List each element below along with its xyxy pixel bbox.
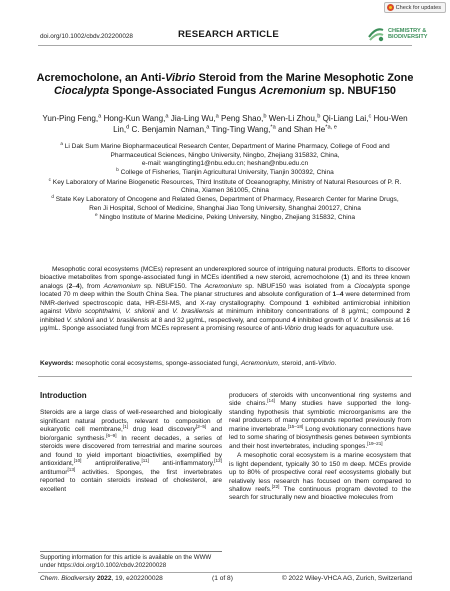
check-for-updates-button[interactable] xyxy=(384,2,446,13)
body-column-right xyxy=(229,392,411,504)
paragraph-1: Steroids are a large class of well-researched and biologically significant natural products, relevant to composition of eukaryotic cell membrane,[1] drug lead discovery[2–5] and bio/organic synthesis.[6–9] In recent decades, a series of steroids were discovered from terrestrial and marine sources and found to yield important bioactivities, exemplified by antioxidant,[10] antiproliferative,[11] anti-inflammatory,[12] antitumor[13] activities. Sponges, the first invertebrates reported to contain steroids instead of cholesterol, are excellent xyxy=(40,409,222,493)
citation[interactable]: [14] xyxy=(267,398,275,404)
crossmark-icon xyxy=(387,4,394,11)
check-for-updates-label: Check for updates xyxy=(395,4,441,11)
citation[interactable]: [15–18] xyxy=(287,423,304,429)
section-rule xyxy=(38,376,412,377)
affiliation-a: $^a$ Li Dak Sum Marine Biopharmaceutical Research Center, Department of Marine Pharmacy, College of Food and Pharmaceutical Sciences, Ningbo University, Ningbo, Zhejiang 315832, China, e-mail: wangtingting1@nbu.edu.cn; heshan@nbu.edu.cn xyxy=(60,140,390,168)
article-title: Acremocholone, an Anti-Vibrio Steroid from the Marine Mesophotic Zone Ciocalypta Sponge-Associated Fungus Acremonium sp. NBUF150 xyxy=(36,72,414,97)
affiliation-b: $^b$ College of Fisheries, Tianjin Agricultural University, Tianjin 300392, China xyxy=(116,167,334,177)
citation[interactable]: [22] xyxy=(271,483,280,489)
paragraph-2: producers of steroids with unconventional ring systems and side chains.[14] Many studies have supported the long-standing hypothesis that symbiotic microorganisms are the real producers of many compounds reported previously from marine invertebrate.[15–18] Long evolutionary connections have led to some sharing of biosynthesis genes between symbionts and their host invertebrates, including sponges.[19–21] xyxy=(229,392,411,450)
footer-page-number: (1 of 8) xyxy=(212,575,233,582)
footer-citation: Chem. Biodiversity 2022, 19, e202200028 xyxy=(40,575,163,582)
affiliation-e: $^e$ Ningbo Institute of Marine Medicine, Peking University, Ningbo, Zhejiang 315832, China xyxy=(94,211,356,222)
footer-copyright: © 2022 Wiley-VHCA AG, Zurich, Switzerland xyxy=(281,575,412,582)
citation[interactable]: [11] xyxy=(141,457,149,463)
journal-logo-text: CHEMISTRY & BIODIVERSITY xyxy=(388,27,428,40)
citation[interactable]: [10] xyxy=(73,457,82,463)
citation[interactable]: [19–21] xyxy=(367,440,383,446)
body-column-left xyxy=(40,392,222,495)
keywords-label: Keywords: xyxy=(40,360,74,367)
paragraph-3: A mesophotic coral ecosystem is a marine ecosystem that is light dependent, typically 30 to 150 m deep. MCEs provide up to 80% of prospective coral reef ecosystems globally but relatively less research has focused on them compared to shallow reefs.[22] The continuous program devoted to the search for structurally new and bioactive molecules from xyxy=(229,452,411,502)
section-heading-introduction: Introduction xyxy=(40,391,87,400)
author-list: Yun-Ping Feng,$^a$ Hong-Kun Wang,$^a$ Jia-Ling Wu,$^a$ Peng Shao,$^b$ Wen-Li Zhou,$^b$ Qi-Liang Lai,$^c$ Hou-Wen Lin,$^d$ C. Benjamin Naman,$^a$ Ting-Ting Wang,$^{*a}$ and Shan He$^{*a, e}$ xyxy=(42,113,408,134)
affiliation-d: $^d$ State Key Laboratory of Oncogene and Related Genes, Department of Pharmacy, Research Center for Marine Drugs, Ren Ji Hospital, School of Medicine, Shanghai Jiao Tong University, Shanghai 200127, China xyxy=(51,194,399,212)
citation[interactable]: [13] xyxy=(67,466,76,472)
footer-rule xyxy=(38,572,412,573)
keywords: Keywords: mesophotic coral ecosystems, sponge-associated fungi, Acremonium, steroid, anti-Vibrio. xyxy=(40,360,337,367)
affiliation-c: $^c$ Key Laboratory of Marine Biogenetic Resources, Third Institute of Oceanography, Ministry of Natural Resources of P. R. China, Xiamen 361005, China xyxy=(48,176,402,195)
header-rule xyxy=(38,45,412,46)
citation[interactable]: [6–9] xyxy=(106,432,117,438)
journal-logo-icon xyxy=(366,24,386,44)
abstract: Mesophotic coral ecosystems (MCEs) represent an underexplored source of intriguing natural products. Efforts to discover bioactive metabolites from sponge-associated fungi in MCEs identified a new steroid, acremocholone (1) and its three known analogs (2–4), from Acremonium sp. NBUF150. The Acremonium sp. NBUF150 was isolated from a Ciocalypta sponge located 70 m deep within the South China Sea. The planar structures and absolute configuration of 1–4 were determined from NMR-derived spectroscopic data, HR-ESI-MS, and X-ray crystallography. Compound 1 exhibited antimicrobial inhibition against Vibrio scophthalmi, V. shilonii and V. brasiliensis at minimum inhibitory concentrations of 8 μg/mL; compound 2 inhibited V. shilonii and V. brasiliensis at 8 and 32 μg/mL, respectively, and compound 4 inhibited growth of V. brasiliensis at 16 μg/mL. Sponge associated fungi from MCEs represent a promising resource of anti-Vibrio drug leads for aquaculture use. xyxy=(40,266,411,333)
citation[interactable]: [2–5] xyxy=(195,424,207,430)
footnote-rule xyxy=(40,551,222,552)
citation[interactable]: [1] xyxy=(122,424,129,430)
affiliations xyxy=(48,140,402,223)
supporting-info-footnote: Supporting information for this article is available on the WWW under https://doi.org/10.1002/cbdv.202200028 xyxy=(40,554,212,569)
journal-logo xyxy=(366,24,427,44)
article-type: RESEARCH ARTICLE xyxy=(178,29,279,40)
contact-email[interactable]: e-mail: wangtingting1@nbu.edu.cn; heshan@nbu.edu.cn xyxy=(141,160,309,168)
citation[interactable]: [12] xyxy=(214,457,222,463)
doi-link[interactable]: doi.org/10.1002/cbdv.202200028 xyxy=(40,33,133,40)
